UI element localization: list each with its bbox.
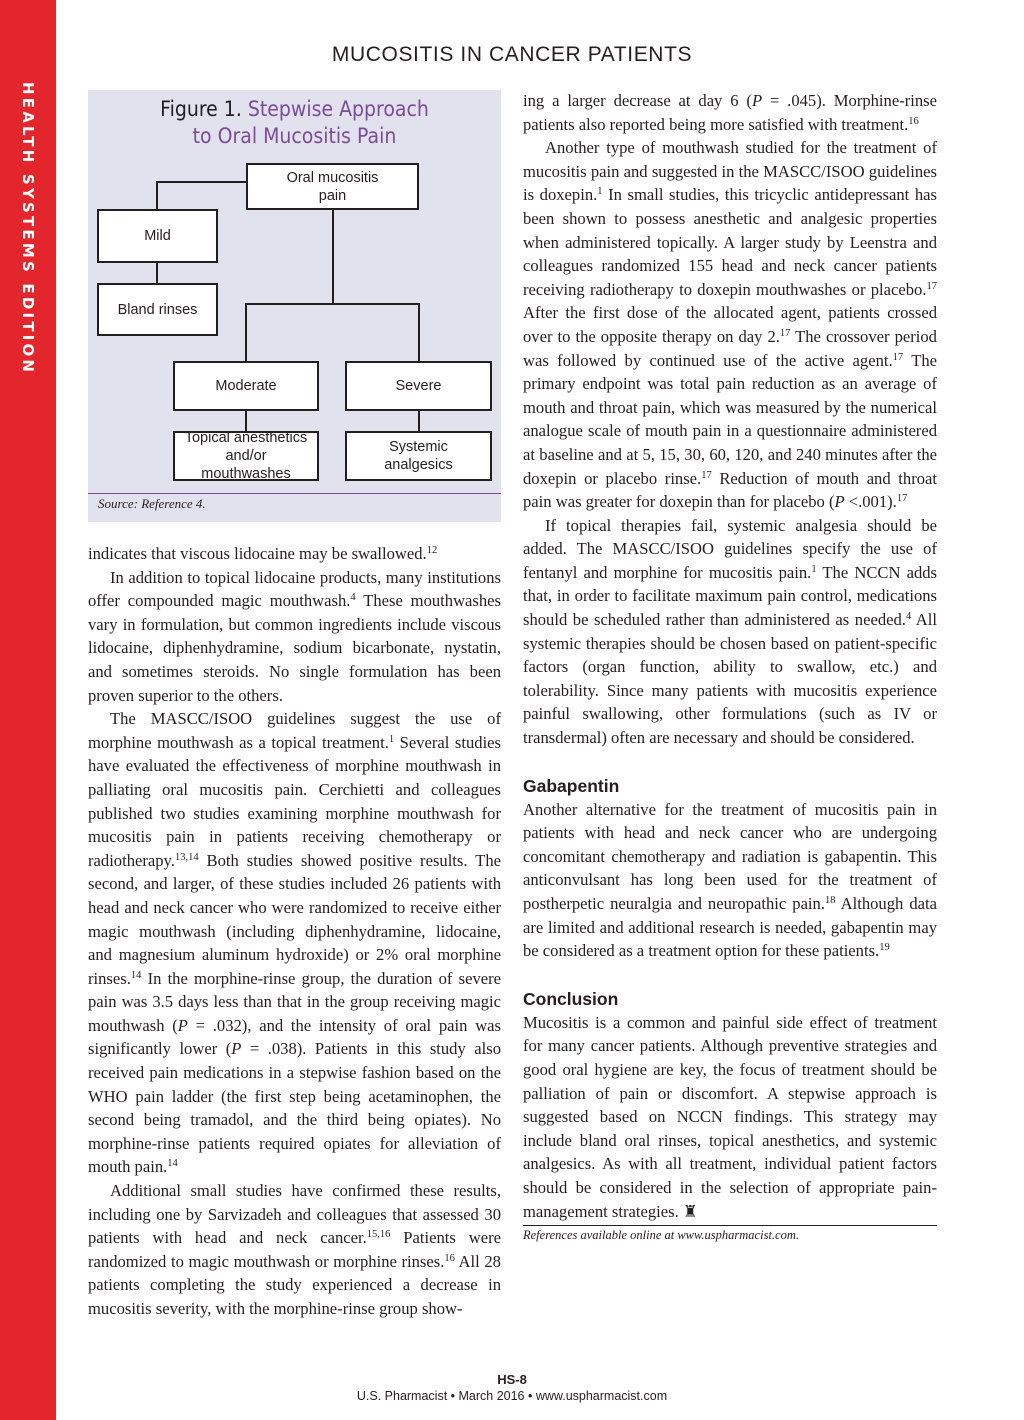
paragraph: ing a larger decrease at day 6 (P = .045). Morphine-rinse patients also reported being more satisfied with treatment.$^{16}$: [523, 91, 937, 134]
paragraph: indicates that viscous lidocaine may be swallowed.$^{12}$: [88, 544, 438, 563]
figure-1: [88, 90, 501, 522]
moderate-box: Moderate: [173, 361, 319, 411]
topical-anesthetics-box: Topical anesthetics and/or mouthwashes: [173, 431, 319, 481]
section-heading-gabapentin: Gabapentin: [523, 775, 620, 796]
references-divider: [523, 1225, 937, 1226]
paragraph: Another type of mouthwash studied for the treatment of mucositis pain and suggested in the MASCC/ISOO guidelines is doxepin.$^1$ In small studies, this tricyclic antidepressant has been shown to possess anesthetic and analgesic properties when administered topically. A larger study by Leenstra and colleagues randomized 155 head and neck cancer patients receiving radiotherapy to doxepin mouthwashes or placebo.$^{17}$ After the first dose of the allocated agent, patients crossed over to the opposite therapy on day 2.17 The crossover period was followed by continued use of the active agent.$^{17}$ The primary endpoint was total pain reduction as an average of mouth and throat pain, which was measured by the numerical analogue scale of mouth pain in a questionnaire administered at baseline and at 5, 15, 30, 60, 120, and 240 minutes after the doxepin or placebo rinse.$^{17}$ Reduction of mouth and throat pain was greater for doxepin than for placebo (P <.001).$^{17}$: [523, 138, 938, 512]
paragraph: The MASCC/ISOO guidelines suggest the use of morphine mouthwash as a topical treatment.$^1$ Several studies have evaluated the effectiveness of morphine mouthwash in palliating oral mucositis pain. Cerchietti and colleagues published two studies examining morphine mouthwash for mucositis pain in patients receiving chemotherapy or radiotherapy.$^{13,14}$ Both studies showed positive results. The second, and larger, of these studies included 26 patients with head and neck cancer who were randomized to receive either magic mouthwash (including diphenhydramine, lidocaine, and magnesium aluminum hydroxide) or 2% oral morphine rinses.$^{14}$ In the morphine-rinse group, the duration of severe pain was 3.5 days less than that in the group receiving magic mouthwash (P = .032), and the intensity of oral pain was significantly lower (P = .038). Patients in this study also received pain medications in a stepwise fashion based on the WHO pain ladder (the first step being acetaminophen, the second being tramadol, and the third being opiates). No morphine-rinse patients required opiates for alleviation of mouth pain.$^{14}$: [88, 709, 501, 1177]
paragraph: Mucositis is a common and painful side effect of treatment for many cancer patients. Although preventive strategies and good oral hygiene are key, the focus of treatment should be palliation of pain or discomfort. A stepwise approach is suggested based on NCCN findings. This strategy may include bland oral rinses, topical anesthetics, and systemic analgesics. As with all treatment, individual patient factors should be considered in the selection of appropriate pain-management strategies. ♜: [523, 1012, 937, 1221]
left-column: [88, 542, 501, 1321]
figure-title: [109, 96, 481, 150]
mild-box: Mild: [97, 209, 218, 263]
end-mark-icon: ♜: [682, 1201, 698, 1221]
figure-title-line1: Stepwise Approach: [247, 97, 429, 121]
paragraph: If topical therapies fail, systemic analgesia should be added. The MASCC/ISOO guidelines specify the use of fentanyl and morphine for mucositis pain.$^1$ The NCCN adds that, in order to facilitate maximum pain control, medications should be scheduled rather than administered as needed.$^4$ All systemic therapies should be chosen based on patient-specific factors (organ function, ability to swallow, etc.) and tolerability. Since many patients with mucositis experience painful swallowing, other formulations (such as IV or transdermal) often are necessary and should be considered.: [523, 515, 938, 748]
figure-label: Figure 1.: [160, 97, 242, 121]
red-side-bar: [0, 0, 56, 1420]
severe-box: Severe: [345, 361, 492, 411]
figure-source: Source: Reference 4.: [98, 496, 206, 511]
bland-rinses-box: Bland rinses: [97, 283, 218, 336]
section-label: HEALTH SYSTEMS EDITION: [19, 82, 37, 376]
page-number: HS-8: [497, 1372, 527, 1387]
publication-line: U.S. Pharmacist • March 2016 • www.uspharmacist.com: [356, 1389, 668, 1403]
connector-line: [245, 303, 247, 363]
section-heading-conclusion: Conclusion: [523, 988, 619, 1009]
connector-line: [418, 303, 420, 363]
paragraph: In addition to topical lidocaine products, many institutions offer compounded magic mouthwash.$^4$ These mouthwashes vary in formulation, but common ingredients include viscous lidocaine, diphenhydramine, sodium bicarbonate, nystatin, and sometimes steroids. No single formulation has been proven superior to the others.: [88, 567, 502, 705]
systemic-analgesics-box: Systemic analgesics: [345, 431, 492, 481]
figure-title-line2: to Oral Mucositis Pain: [192, 124, 397, 148]
connector-line: [332, 209, 334, 304]
oral-mucositis-pain-box: Oral mucositis pain: [246, 163, 419, 210]
paragraph: Additional small studies have confirmed these results, including one by Sarvizadeh and colleagues that assessed 30 patients with head and neck cancer.$^{15,16}$ Patients were randomized to magic mouthwash or morphine rinses.$^{16}$ All 28 patients completing the study experienced a decrease in mucositis severity, with the morphine-rinse group show-: [88, 1181, 501, 1318]
running-head: MUCOSITIS IN CANCER PATIENTS: [331, 43, 693, 66]
connector-line: [156, 262, 158, 284]
right-column: [523, 89, 937, 1244]
connector-line: [418, 410, 420, 432]
paragraph: Another alternative for the treatment of mucositis pain in patients with head and neck cancer who are undergoing concomitant chemotherapy and radiation is gabapentin. This anticonvulsant has long been used for the treatment of postherpetic neuralgia and neuropathic pain.$^{18}$ Although data are limited and additional research is needed, gabapentin may be considered as a treatment option for these patients.$^{19}$: [523, 799, 937, 961]
connector-line: [156, 181, 158, 210]
references-note: References available online at www.uspharmacist.com.: [523, 1228, 799, 1243]
connector-line: [245, 303, 419, 305]
figure-divider: [88, 493, 501, 494]
